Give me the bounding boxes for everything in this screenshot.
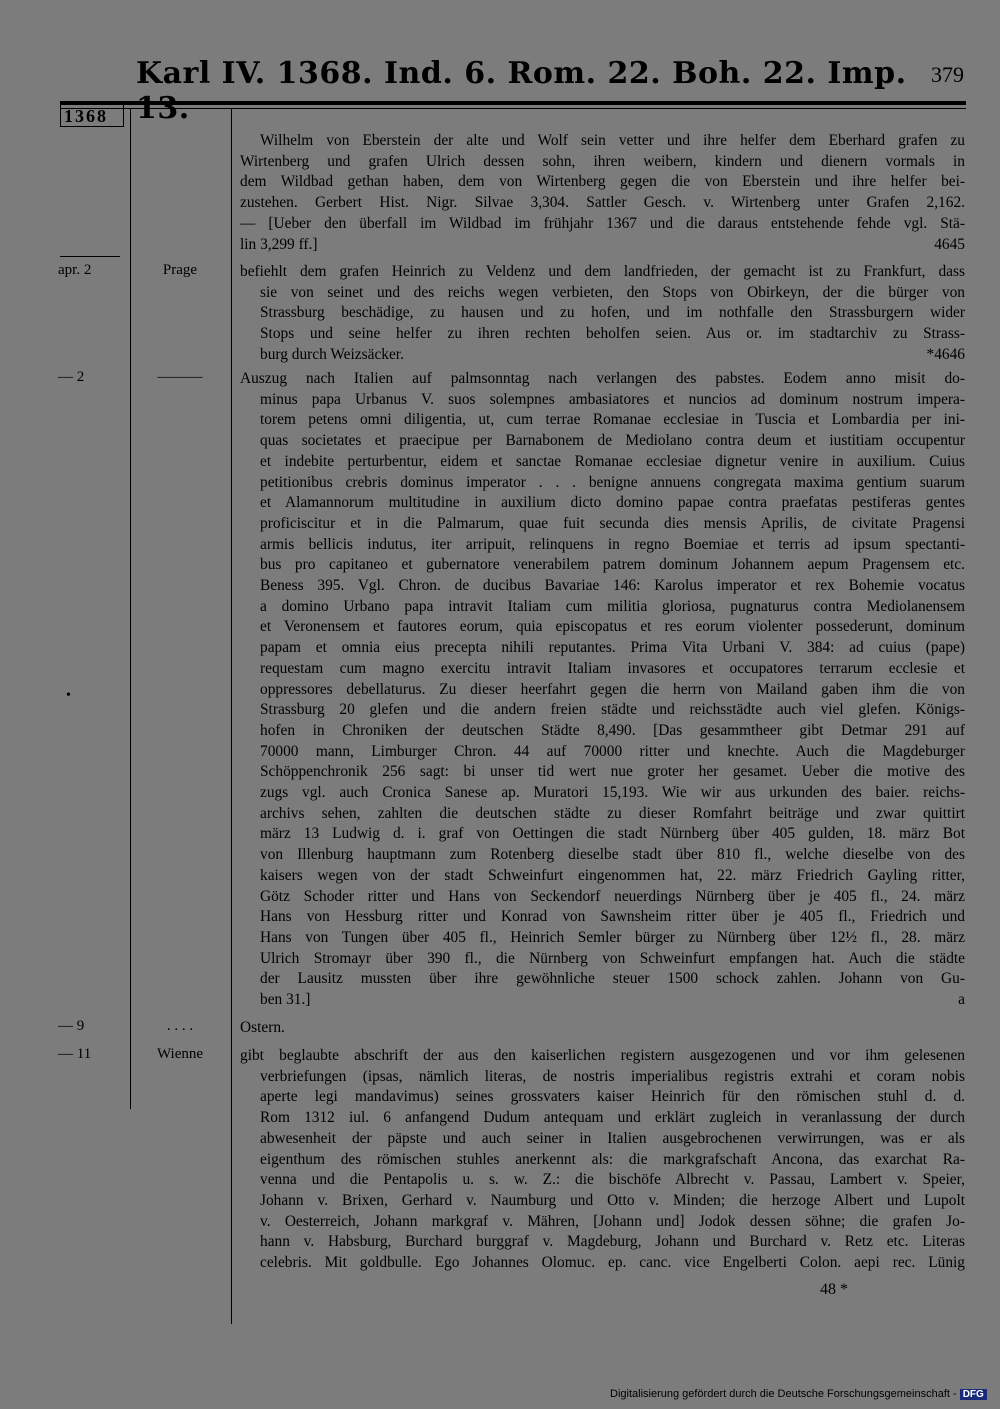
entry-date: — 9	[58, 1018, 85, 1034]
entry-line: burg durch Weizsäcker. *4646	[240, 345, 965, 366]
year-label: 1368	[64, 106, 108, 126]
entry-line: celebris. Mit goldbulle. Ego Johannes Olomuc. ep. canc. vice Engelberti Colon. aepi rec. Lünig	[260, 1254, 965, 1272]
column-rule-place	[231, 109, 232, 1324]
entry-line: petitionibus crebris dominus imperator . . . benigne annuens congregata maxima gentium suarum	[260, 473, 965, 491]
entry-line: torem petens omni diligentia, ut, cum terrae Romanae ecclesiae in Tuscia et Lombardia per ini-	[260, 411, 965, 429]
entry-line: v. Oesterreich, Johann markgraf v. Mähren, [Johann und] Jodok dessen söhne; die grafen Jo-	[260, 1212, 965, 1230]
entry-line: hofen in Chroniken der deutschen Städte 8,490. [Das gesammtheer gibt Detmar 291 auf	[260, 721, 965, 739]
entry-line: sie von seinet und des reichs wegen verbieten, den Stops von Obirkeyn, der die bürger von	[260, 283, 965, 301]
entry-4645	[240, 131, 965, 255]
entry-line: Auszug nach Italien auf palmsonntag nach verlangen des pabstes. Eodem anno misit do-	[240, 370, 965, 387]
header-title: Karl IV. 1368. Ind. 6. Rom. 22. Boh. 22. Imp.	[136, 56, 907, 91]
entry-line: aperte legi mandavimus) seines grossvaters kaiser Heinrich für den römischen stuhl d. d.	[260, 1088, 965, 1106]
entry-line: märz 13 Ludwig d. i. graf von Oettingen die stadt Nürnberg über 405 gulden, 18. märz Bot	[260, 825, 965, 843]
entry-line: zugs vgl. auch Cronica Sanese ap. Muratori 15,193. Wie wir aus urkunden des baier. reichs-	[260, 784, 965, 802]
entry-line: von Illenburg hauptmann zum Rotenberg dieselbe stadt über 810 fl., welche dieselbe von des	[260, 846, 965, 864]
entry-wienne	[240, 1046, 965, 1274]
entry-line: kaisers wegen von der stadt Schweinfurt eingenommen hat, 22. märz Friedrich Gayling ritter,	[260, 866, 965, 884]
entry-line: Hans von Tungen über 405 fl., Heinrich Semler bürger zu Nürnberg über 12½ fl., 28. märz	[260, 928, 965, 946]
entry-line: bus pro capitaneo et gubernatore venerabilem patrem dominum Johannem aepum Pragensem etc.	[260, 556, 965, 574]
entry-line: quas societates et praecipue per Barnabonem de Mediolano contra deum et iustitiam occupentur	[260, 432, 965, 450]
entry-line: lin 3,299 ff.] 4645	[240, 235, 965, 256]
entry-line: armis bellicis indutus, iter arripuit, relinquens in regno Boemiae et terris ad ipsum spectanti-	[260, 535, 965, 553]
entry-place: . . . .	[166, 1018, 194, 1034]
entry-line: et indebite perturbentur, eidem et sanctae Romanae ecclesiae dignetur venire in auxilium. Cuius	[260, 452, 965, 470]
entry-line: befiehlt dem grafen Heinrich zu Veldenz und dem landfrieden, der gemacht ist zu Frankfurt, dass	[240, 263, 965, 280]
entry-line: Wirtenberg und grafen Ulrich dessen sohn, ihren weibern, kindern und dienern vormals in	[240, 152, 965, 170]
entry-line: proficiscitur et in die Palmarum, quae fuit secunda dies mensis Aprilis, de civitate Pragensi	[260, 514, 965, 532]
entry-line: der Lausitz mussten über ihre gewöhnliche steuer 1500 schock zahlen. Johann von Gu-	[260, 970, 965, 988]
regest-number: *4646	[926, 345, 965, 363]
dfg-logo-icon: DFG	[960, 1389, 987, 1400]
entry-line: requestam cum magno exercitu intravit Italiam invasores et occupatores terrarum ecclesie et	[260, 659, 965, 677]
signature-mark: 48 *	[820, 1281, 848, 1298]
entry-line: 70000 mann, Limburger Chron. 44 auf 70000 ritter und knechte. Auch die Magdeburger	[260, 742, 965, 760]
entry-line: Hans von Hessburg ritter und Konrad von Sawnsheim ritter über je 405 fl., Friedrich und	[260, 908, 965, 926]
header-rule	[60, 101, 966, 105]
entry-line: Johann v. Brixen, Gerhard v. Naumburg und Otto v. Minden; die herzoge Albert und Lupolt	[260, 1191, 965, 1209]
entry-line: Strassburg 20 glefen und die andern freien städte und reichsstädte auch viel glefen. Königs-	[260, 701, 965, 719]
entry-italy	[240, 369, 965, 1011]
entry-line: Beness 395. Vgl. Chron. de ducibus Bavariae 146: Karolus imperator et rex Bohemie vocatus	[260, 577, 965, 595]
entry-line: Ostern.	[240, 1019, 285, 1036]
entry-line: archivs sehen, zahlten die deutschen städte zu dieser Romfahrt beiträge und zwar quittirt	[260, 804, 965, 822]
entry-line: — [Ueber den überfall im Wildbad im frühjahr 1367 und die daraus entstehende fehde vgl. Stä-	[240, 214, 965, 232]
entry-line: Strassburg beschädige, zu hausen und zu hofen, und im nothfalle den Strassburgern wider	[260, 304, 965, 322]
entry-line: a domino Urbano papa intravit Italiam cum militia gloriosa, pugnaturus contra Mediolanensem	[260, 597, 965, 615]
entry-4646	[240, 262, 965, 366]
entry-line: Götz Schoder ritter und Hans von Seckendorf neuerdings Nürnberg über je 405 fl., 24. märz	[260, 887, 965, 905]
entry-line: zustehen. Gerbert Hist. Nigr. Silvae 3,304. Sattler Gesch. v. Wirtenberg unter Grafen 2,162.	[240, 194, 965, 212]
entry-date: — 11	[58, 1046, 92, 1062]
entry-place: Prage	[162, 262, 198, 278]
entry-line: Wilhelm von Eberstein der alte und Wolf sein vetter und ihre helfer dem Eberhard grafen zu	[260, 132, 965, 149]
entry-line: verbriefungen (ipsas, nämlich literas, de nostris imperialibus registris extrahi et coram nobis	[260, 1067, 965, 1085]
entry-place: Wienne	[156, 1046, 204, 1062]
entry-line: dem Wildbad gethan haben, dem von Wirtenberg gegen die von Eberstein und ihre helfer bei-	[240, 173, 965, 191]
entry-line: Rom 1312 iul. 6 anfangend Dudum antequam und erklärt zugleich in veranlassung der durch	[260, 1109, 965, 1127]
regest-number: 4645	[934, 235, 965, 253]
entry-line: gibt beglaubte abschrift der aus den kaiserlichen registern ausgezogenen und vor ihm gelesenen	[240, 1047, 965, 1064]
entry-date: apr. 2	[58, 262, 92, 278]
entry-ostern	[240, 1018, 965, 1039]
entry-line: hann v. Habsburg, Burchard burggraf v. Magdeburg, Johann und Burchard v. Retz etc. Literas	[260, 1233, 965, 1251]
entry-line: eigenthum des römischen stuhles anerkennt als: die markgrafschaft Ancona, das exarchat Ra-	[260, 1150, 965, 1168]
column-rule-date	[130, 109, 131, 1109]
regest-number: a	[958, 991, 965, 1009]
entry-line: Ulrich Stromayr über 390 fl., die Nürnberg von Schweinfurt empfangen hat. Auch die städte	[260, 949, 965, 967]
entry-line: et Veronensem et fautores eorum, quia episcopatus et res eorum violenter possederunt, dominum	[260, 618, 965, 636]
entry-line: minus papa Urbanus V. suos solempnes ambasiatores et nuncios ad dominum nostrum impera-	[260, 390, 965, 408]
entry-line: oppressores debellaturus. Zu dieser heerfahrt gegen die herrn von Mailand gaben ihm die von	[260, 680, 965, 698]
entry-line: abwesenheit der päpste und auch seiner in Italien ausgebrochenen verwirrungen, was er als	[260, 1129, 965, 1147]
entry-line: papam et omnia eius precepta nihili reputantes. Prima Vita Urbani V. 384: ad cuius (pape)	[260, 639, 965, 657]
entry-line: venna und die Pentapolis u. s. w. Z.: die bischöfe Albrecht v. Passau, Lambert v. Speier,	[260, 1171, 965, 1189]
page-number: 379	[931, 62, 964, 87]
separator	[60, 256, 120, 257]
entry-line: Stops und seine helfer zu ihren rechten beholfen seien. Aus or. im stadtarchiv zu Strass-	[260, 325, 965, 343]
digitization-credit	[610, 1388, 987, 1400]
entry-line: ben 31.] a	[240, 990, 965, 1011]
entry-place: ———	[157, 369, 203, 385]
running-header	[130, 56, 970, 96]
header-rule-thin	[60, 108, 966, 109]
credit-text: Digitalisierung gefördert durch die Deutsche Forschungsgemeinschaft -	[610, 1388, 957, 1400]
entry-line: et Alamannorum multitudine in auxilium dicto domino papae contra praefatas pestiferas gentes	[260, 494, 965, 512]
margin-mark: •	[66, 688, 71, 703]
entry-line: Schöppenchronik 256 sagt: bi unser tid wert nue groter her gesamet. Ueber die motive des	[260, 763, 965, 781]
entry-date: — 2	[58, 369, 85, 385]
